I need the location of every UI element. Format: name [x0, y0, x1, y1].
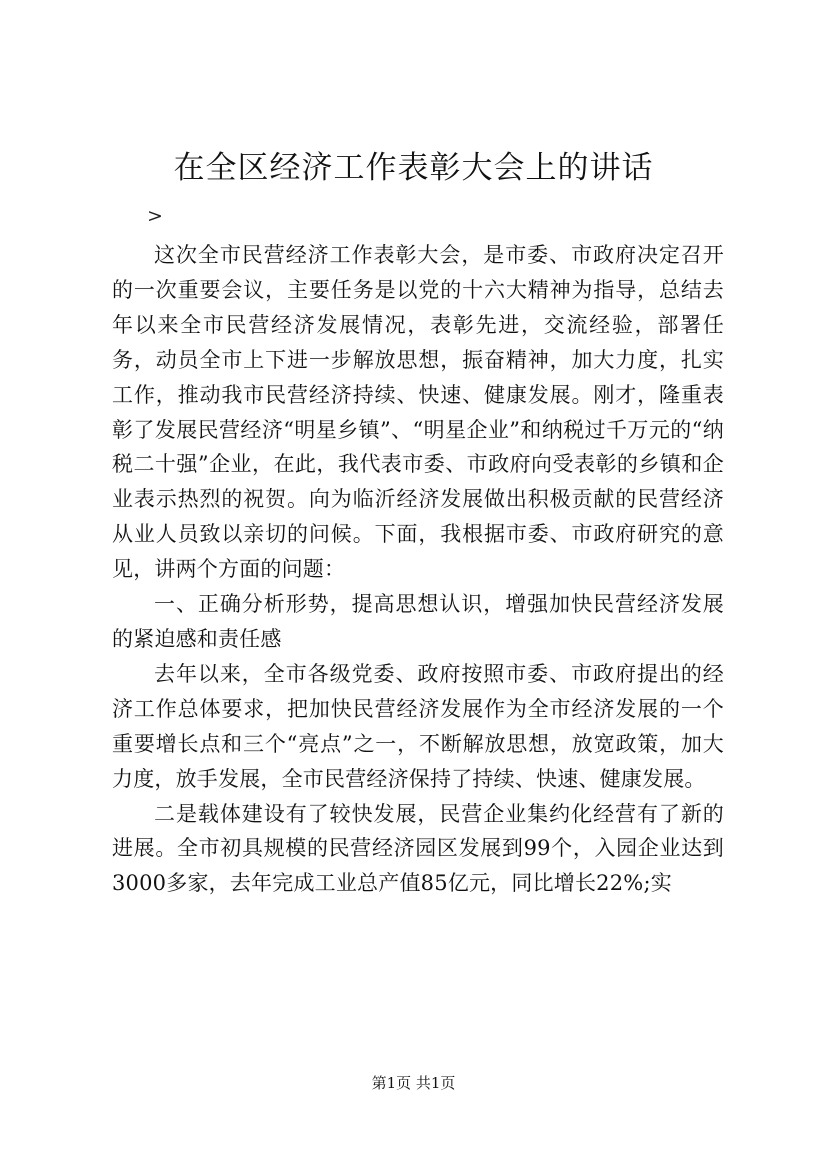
document-body	[112, 238, 724, 901]
page-footer: 第1页 共1页	[371, 1074, 456, 1092]
document-title: 在全区经济工作表彰大会上的讲话	[173, 150, 654, 186]
paragraph-last-year: 去年以来，全市各级党委、政府按照市委、市政府提出的经济工作总体要求，把加快民营经济发展作为全市经济发展的一个重要增长点和三个“亮点”之一，不断解放思想，放宽政策，加大力度，放手发展，全市民营经济保持了持续、快速、健康发展。	[112, 661, 724, 791]
paragraph-carrier-construction: 二是载体建设有了较快发展，民营企业集约化经营有了新的进展。全市初具规模的民营经济园区发展到99个，入园企业达到3000多家，去年完成工业总产值85亿元，同比增长22%;实	[112, 801, 724, 896]
paragraph-section-heading: 一、正确分析形势，提高思想认识，增强加快民营经济发展的紧迫感和责任感	[112, 592, 724, 651]
paragraph-intro: 这次全市民营经济工作表彰大会，是市委、市政府决定召开的一次重要会议，主要任务是以党的十六大精神为指导，总结去年以来全市民营经济发展情况，表彰先进，交流经验，部署任务，动员全市上下进一步解放思想，振奋精神，加大力度，扎实工作，推动我市民营经济持续、快速、健康发展。刚才，隆重表彰了发展民营经济“明星乡镇”、“明星企业”和纳税过千万元的“纳税二十强”企业，在此，我代表市委、市政府向受表彰的乡镇和企业表示热烈的祝贺。向为临沂经济发展做出积极贡献的民营经济从业人员致以亲切的问候。下面，我根据市委、市政府研究的意见，讲两个方面的问题：	[112, 243, 724, 582]
marker-symbol: >	[147, 205, 163, 227]
